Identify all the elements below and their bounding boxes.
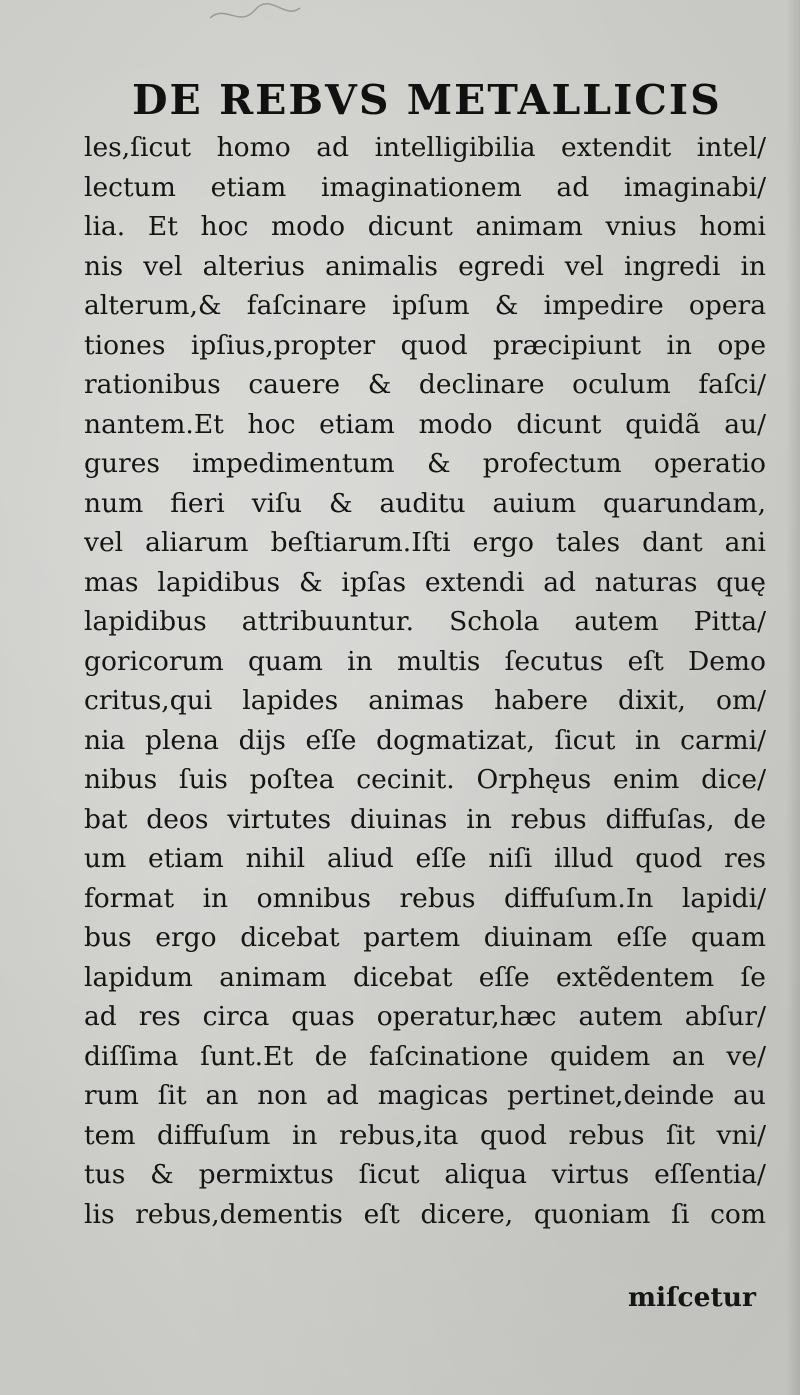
margin-scribble — [200, 0, 320, 30]
text-line: format in omnibus rebus diffuſum.In lapidi/ — [84, 882, 766, 914]
text-line: ad res circa quas operatur,hæc autem abſur/ — [84, 1001, 766, 1032]
text-line: lapidibus attribuuntur. Schola autem Pitta/ — [84, 606, 766, 637]
catchword: miſcetur — [628, 1282, 756, 1313]
text-line: goricorum quam in multis ſecutus eſt Demo — [84, 645, 766, 677]
text-line: lia. Et hoc modo dicunt animam vnius homi — [84, 211, 766, 242]
text-line: diſſima ſunt.Et de faſcinatione quidem an ve/ — [84, 1040, 766, 1072]
text-line: rum ſit an non ad magicas pertinet,deinde au — [84, 1080, 766, 1111]
text-line: nis vel alterius animalis egredi vel ingredi in — [84, 250, 766, 282]
text-line: bat deos virtutes diuinas in rebus diffuſas, de — [84, 803, 766, 835]
body-text — [84, 128, 766, 1234]
text-line: um etiam nihil aliud eſſe niſi illud quod res — [84, 843, 766, 874]
text-line: rationibus cauere & declinare oculum faſci/ — [84, 369, 766, 400]
text-line: gures impedimentum & profectum operatio — [84, 448, 766, 479]
text-line: les,ſicut homo ad intelligibilia extendit intel/ — [84, 132, 766, 163]
text-line: tem diffuſum in rebus,ita quod rebus ſit vni/ — [84, 1119, 766, 1151]
text-line: tiones ipſius,propter quod præcipiunt in ope — [84, 329, 766, 361]
text-line: alterum,& faſcinare ipſum & impedire opera — [84, 290, 766, 321]
text-line: lapidum animam dicebat eſſe extẽdentem ſe — [84, 961, 766, 993]
text-line: nibus ſuis poſtea cecinit. Orphęus enim dice/ — [84, 764, 766, 795]
text-line: critus,qui lapides animas habere dixit, om/ — [84, 685, 766, 716]
text-line: nia plena dijs eſſe dogmatizat, ſicut in carmi/ — [84, 724, 766, 756]
text-line: lectum etiam imaginationem ad imaginabi/ — [84, 171, 766, 203]
text-line: num fieri viſu & auditu auium quarundam, — [84, 487, 766, 519]
page-edge-shadow — [786, 0, 800, 1395]
running-head: DE REBVS METALLICIS — [132, 76, 722, 124]
text-line: nantem.Et hoc etiam modo dicunt quidã au/ — [84, 408, 766, 440]
text-line: bus ergo dicebat partem diuinam eſſe quam — [84, 922, 766, 953]
text-line: mas lapidibus & ipſas extendi ad naturas quę — [84, 566, 766, 598]
text-line: tus & permixtus ſicut aliqua virtus eſſentia/ — [84, 1159, 766, 1190]
text-line: vel aliarum beſtiarum.Iſti ergo tales dant ani — [84, 527, 766, 558]
text-line: lis rebus,dementis eſt dicere, quoniam ſi com — [84, 1198, 766, 1230]
